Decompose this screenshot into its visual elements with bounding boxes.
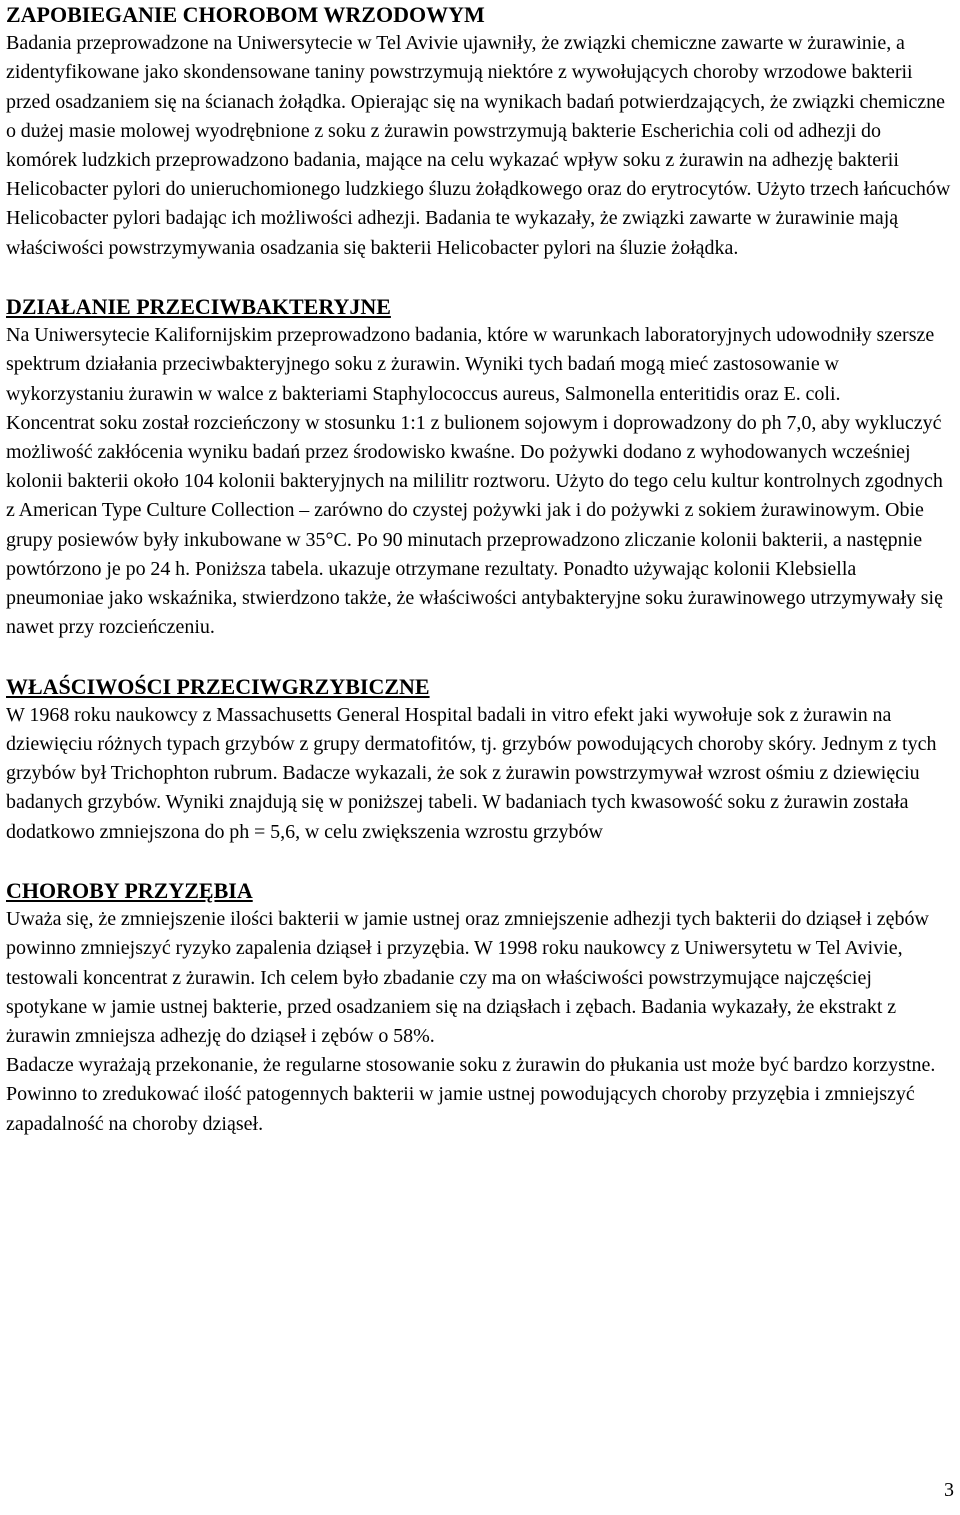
section-antibacterial bbox=[6, 292, 956, 642]
page-number: 3 bbox=[944, 1479, 954, 1501]
section-spacer bbox=[6, 642, 956, 671]
paragraph: W 1968 roku naukowcy z Massachusetts General Hospital badali in vitro efekt jaki wywołuje sok z żurawin na dziewięciu różnych typach grzybów z grupy dermatofitów, tj. grzybów powodujących choroby skóry. Jednym z tych grzybów był Trichophton rubrum. Badacze wykazali, że sok z żurawin powstrzymywał wzrost ośmiu z dziewięciu badanych grzybów. Wyniki znajdują się w poniższej tabeli. W badaniach tych kwasowość soku z żurawin została dodatkowo zmniejszona do ph = 5,6, w celu zwiększenia wzrostu grzybów bbox=[6, 703, 937, 843]
section-heading: DZIAŁANIE PRZECIWBAKTERYJNE bbox=[6, 294, 391, 320]
section-heading: CHOROBY PRZYZĘBIA bbox=[6, 878, 253, 904]
section-antifungal bbox=[6, 672, 956, 847]
section-periodontal bbox=[6, 876, 956, 1139]
paragraph: Koncentrat soku został rozcieńczony w stosunku 1:1 z bulionem sojowym i doprowadzony do ph 7,0, aby wykluczyć możliwość zakłócenia wyniku badań przez środowisko kwaśne. Do pożywki dodano z wyhodowanych wcześniej kolonii bakterii około 104 kolonii bakteryjnych na mililitr roztworu. Użyto do tego celu kultur kontrolnych zgodnych z American Type Culture Collection – zarówno do czystej pożywki jak i do pożywki z sokiem żurawinowym. Obie grupy posiewów były inkubowane w 35°C. Po 90 minutach przeprowadzono zliczanie kolonii bakterii, a następnie powtórzono je po 24 h. Poniższa tabela. ukazuje otrzymane rezultaty. Ponadto używając kolonii Klebsiella pneumoniae jako wskaźnika, stwierdzono także, że właściwości antybakteryjne soku żurawinowego utrzymywały się nawet przy rozcieńczeniu. bbox=[6, 411, 943, 639]
paragraph: Na Uniwersytecie Kalifornijskim przeprowadzono badania, które w warunkach laboratoryjnych udowodniły szersze spektrum działania przeciwbakteryjnego soku z żurawin. Wyniki tych badań mogą mieć zastosowanie w wykorzystaniu żurawin w walce z bakteriami Staphylococcus aureus, Salmonella enteritidis oraz E. coli. bbox=[6, 324, 935, 405]
section-spacer bbox=[6, 263, 956, 292]
paragraph: Badacze wyrażają przekonanie, że regularne stosowanie soku z żurawin do płukania ust może być bardzo korzystne. Powinno to zredukować ilość patogennych bakterii w jamie ustnej powodujących choroby przyzębia i zmniejszyć zapadalność na choroby dziąseł. bbox=[6, 1054, 936, 1135]
paragraph: Badania przeprowadzone na Uniwersytecie w Tel Avivie ujawniły, że związki chemiczne zawarte w żurawinie, a zidentyfikowane jako skondensowane taniny powstrzymują niektóre z wywołujących choroby wrzodowe bakterii przed osadzaniem się na ścianach żołądka. Opierając się na wynikach badań potwierdzających, że związki chemiczne o dużej masie molowej wyodrębnione z soku z żurawin powstrzymują bakterie Escherichia coli od adhezji do komórek ludzkich przeprowadzono badania, mające na celu wykazać wpływ soku z żurawin na adhezję bakterii Helicobacter pylori do unieruchomionego ludzkiego śluzu żołądkowego oraz do erytrocytów. Użyto trzech łańcuchów Helicobacter pylori badając ich możliwości adhezji. Badania te wykazały, że związki zawarte w żurawinie mają właściwości powstrzymywania osadzania się bakterii Helicobacter pylori na śluzie żołądka. bbox=[6, 32, 951, 259]
section-spacer bbox=[6, 847, 956, 876]
section-peptic-ulcer bbox=[6, 0, 956, 263]
document-page bbox=[6, 0, 956, 1139]
section-heading: ZAPOBIEGANIE CHOROBOM WRZODOWYM bbox=[6, 2, 485, 27]
paragraph: Uważa się, że zmniejszenie ilości bakterii w jamie ustnej oraz zmniejszenie adhezji tych bakterii do dziąseł i zębów powinno zmniejszyć ryzyko zapalenia dziąseł i przyzębia. W 1998 roku naukowcy z Uniwersytetu w Tel Avivie, testowali koncentrat z żurawin. Ich celem było zbadanie czy ma on właściwości powstrzymujące najczęściej spotykane w jamie ustnej bakterie, przed osadzaniem się na dziąsłach i zębach. Badania wykazały, że ekstrakt z żurawin zmniejsza adhezję do dziąseł i zębów o 58%. bbox=[6, 908, 929, 1048]
section-heading: WŁAŚCIWOŚCI PRZECIWGRZYBICZNE bbox=[6, 673, 430, 699]
